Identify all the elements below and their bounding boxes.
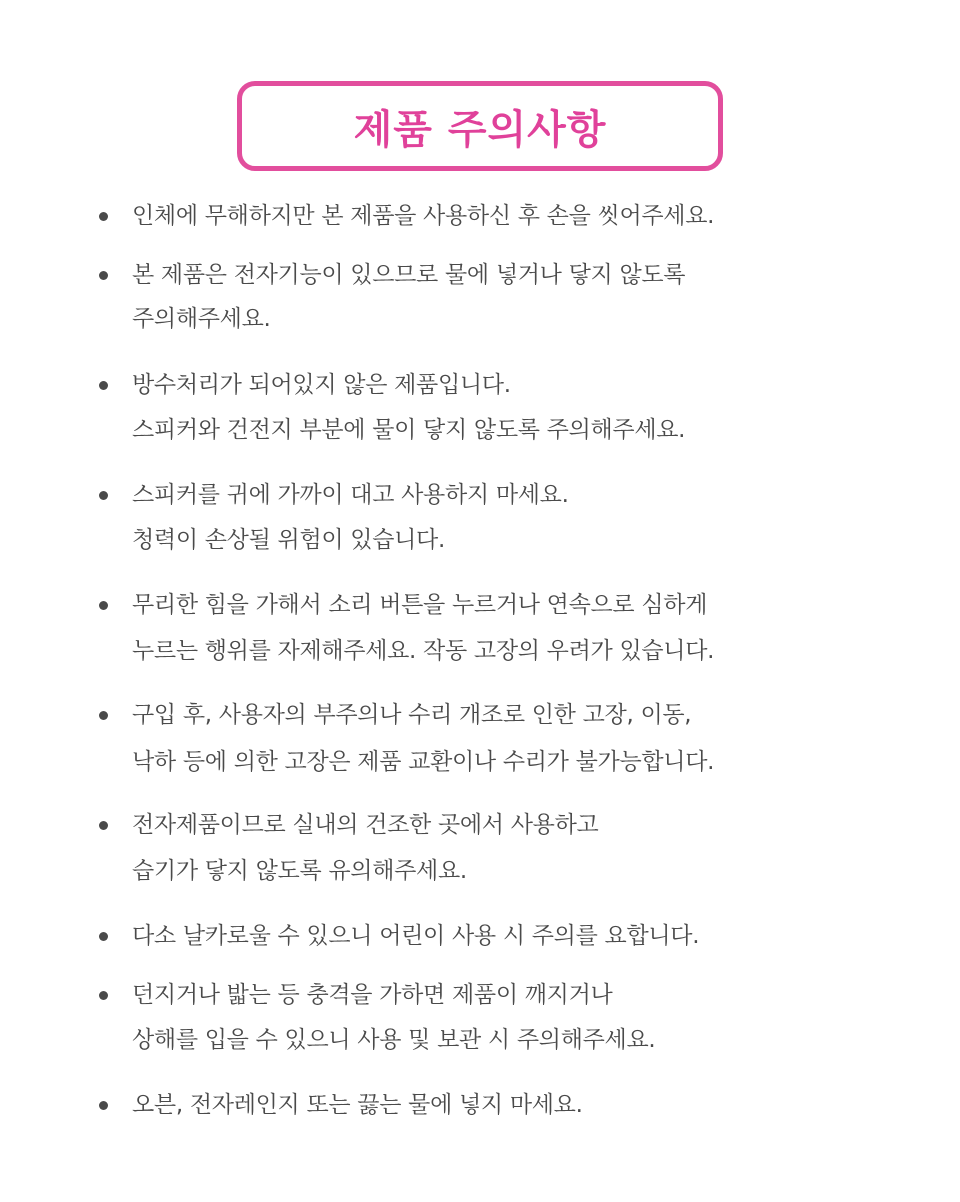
bullet-icon [99,601,108,610]
bullet-icon [99,1101,108,1110]
bullet-icon [99,991,108,1000]
bullet-icon [99,381,108,390]
notice-text: 본 제품은 전자기능이 있으므로 물에 넣거나 닿지 않도록 [132,262,686,288]
notice-text: 낙하 등에 의한 고장은 제품 교환이나 수리가 불가능합니다. [132,749,715,775]
notice-text: 주의해주세요. [132,306,271,332]
notice-text: 방수처리가 되어있지 않은 제품입니다. [132,372,511,398]
notice-text: 스피커를 귀에 가까이 대고 사용하지 마세요. [132,482,569,508]
notice-text: 스피커와 건전지 부분에 물이 닿지 않도록 주의해주세요. [132,417,686,443]
notice-text: 누르는 행위를 자제해주세요. 작동 고장의 우려가 있습니다. [132,638,715,664]
notice-text: 상해를 입을 수 있으니 사용 및 보관 시 주의해주세요. [132,1027,656,1053]
bullet-icon [99,491,108,500]
bullet-icon [99,711,108,720]
bullet-icon [99,821,108,830]
bullet-icon [99,271,108,280]
notice-text: 인체에 무해하지만 본 제품을 사용하신 후 손을 씻어주세요. [132,203,715,229]
bullet-icon [99,932,108,941]
notice-text: 무리한 힘을 가해서 소리 버튼을 누르거나 연속으로 심하게 [132,592,708,618]
page-title: 제품 주의사항 [353,106,607,153]
bullet-icon [99,212,108,221]
notice-text: 던지거나 밟는 등 충격을 가하면 제품이 깨지거나 [132,982,613,1008]
notice-text: 다소 날카로울 수 있으니 어린이 사용 시 주의를 요합니다. [132,923,700,949]
notice-text: 오븐, 전자레인지 또는 끓는 물에 넣지 마세요. [132,1092,583,1118]
notice-text: 습기가 닿지 않도록 유의해주세요. [132,858,467,884]
notice-text: 구입 후, 사용자의 부주의나 수리 개조로 인한 고장, 이동, [132,702,692,728]
notice-text: 전자제품이므로 실내의 건조한 곳에서 사용하고 [132,812,599,838]
notice-text: 청력이 손상될 위험이 있습니다. [132,527,445,553]
